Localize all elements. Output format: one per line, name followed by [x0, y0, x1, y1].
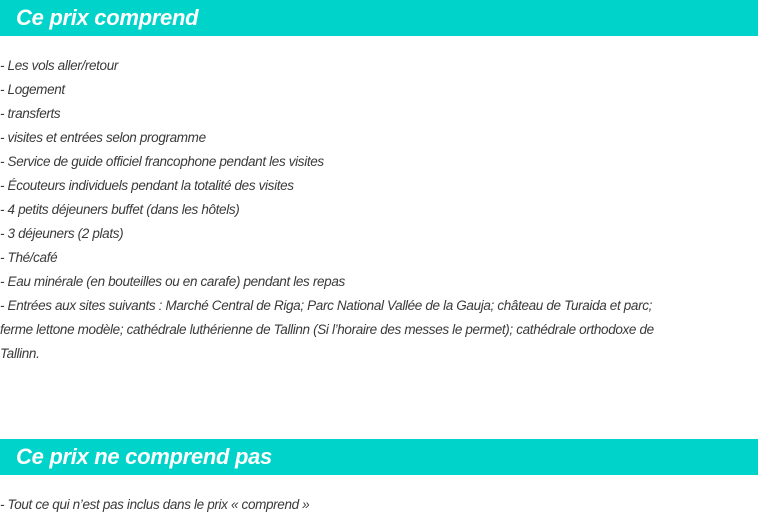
excluded-list — [0, 493, 758, 517]
section-header-excluded — [0, 439, 758, 475]
list-item: - Thé/café — [0, 250, 58, 265]
list-item: - Entrées aux sites suivants : Marché Central de Riga; Parc National Vallée de la Gauja; château de Turaida et parc; — [0, 298, 653, 313]
list-item: - Les vols aller/retour — [0, 58, 118, 73]
list-item: - 4 petits déjeuners buffet (dans les hôtels) — [0, 202, 240, 217]
section-title: Ce prix ne comprend pas — [16, 444, 272, 469]
list-item-continued: Tallinn. — [0, 346, 40, 361]
list-item: - Logement — [0, 82, 65, 97]
section-title: Ce prix comprend — [16, 5, 199, 30]
list-item: - 3 déjeuners (2 plats) — [0, 226, 124, 241]
section-header-included — [0, 0, 758, 36]
included-list — [0, 54, 758, 366]
list-item: - Service de guide officiel francophone pendant les visites — [0, 154, 324, 169]
list-item: - visites et entrées selon programme — [0, 130, 206, 145]
list-item: - transferts — [0, 106, 61, 121]
list-item-continued: ferme lettone modèle; cathédrale luthérienne de Tallinn (Si l’horaire des messes le permet); cathédrale orthodoxe de — [0, 322, 654, 337]
list-item: - Écouteurs individuels pendant la totalité des visites — [0, 178, 294, 193]
list-item: - Eau minérale (en bouteilles ou en carafe) pendant les repas — [0, 274, 345, 289]
list-item: - Tout ce qui n’est pas inclus dans le prix « comprend » — [0, 497, 310, 512]
